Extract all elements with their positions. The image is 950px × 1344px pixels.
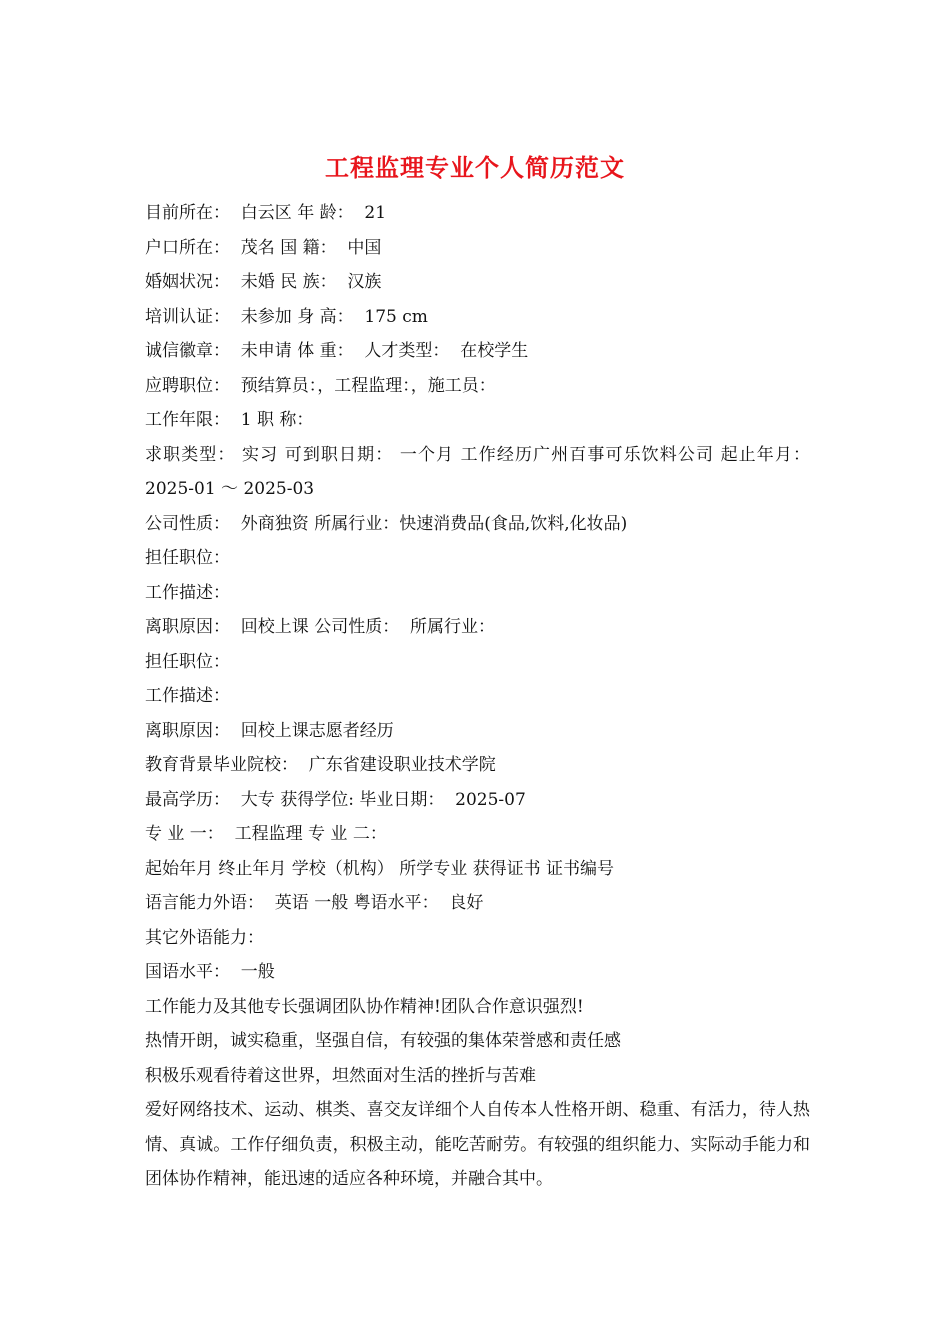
line-leave-reason-2: 离职原因： 回校上课志愿者经历 xyxy=(145,720,394,741)
line-applied-position: 应聘职位： 预结算员：，工程监理：，施工员： xyxy=(145,375,496,396)
line-current-location: 目前所在： 白云区 年 龄： 21 xyxy=(145,203,387,223)
line-hobbies-self-intro: 爱好网络技术、运动、棋类、喜交友详细个人自传本人性格开朗、稳重、有活力，待人热情、真诚。工作仔细负责，积极主动，能吃苦耐劳。有较强的组织能力、实际动手能力和团体协作精神，能迅速的适应各种环境，并融合其中。 xyxy=(145,1100,810,1189)
line-personality-1: 热情开朗，诚实稳重，坚强自信，有较强的集体荣誉感和责任感 xyxy=(145,1031,621,1051)
line-majors: 专 业 一： 工程监理 专 业 二： xyxy=(145,824,387,844)
line-education-table-header: 起始年月 终止年月 学校（机构） 所学专业 获得证书 证书编号 xyxy=(145,858,615,879)
line-position-held-2: 担任职位： xyxy=(145,651,230,672)
line-leave-reason: 离职原因： 回校上课 公司性质： 所属行业： xyxy=(145,617,496,637)
line-language-ability: 语言能力外语： 英语 一般 粤语水平： 良好 xyxy=(145,893,484,913)
document-title: 工程监理专业个人简历范文 xyxy=(325,153,625,182)
line-marital-status: 婚姻状况： 未婚 民 族： 汉族 xyxy=(145,272,382,292)
line-highest-degree: 最高学历： 大专 获得学位: 毕业日期： 2025-07 xyxy=(145,789,526,810)
line-household-registration: 户口所在： 茂名 国 籍： 中国 xyxy=(145,237,382,258)
document-body xyxy=(145,196,810,1197)
line-education-school: 教育背景毕业院校： 广东省建设职业技术学院 xyxy=(145,755,496,775)
line-position-held: 担任职位： xyxy=(145,548,230,568)
line-integrity-badge: 诚信徽章： 未申请 体 重： 人才类型： 在校学生 xyxy=(145,341,529,361)
line-company-nature: 公司性质： 外商独资 所属行业：快速消费品(食品,饮料,化妆品) xyxy=(145,513,628,534)
line-other-languages: 其它外语能力： xyxy=(145,927,264,948)
line-work-years: 工作年限： 1 职 称： xyxy=(145,410,314,430)
line-skills: 工作能力及其他专长强调团队协作精神!团队合作意识强烈! xyxy=(145,996,584,1017)
line-personality-2: 积极乐观看待着这世界，坦然面对生活的挫折与苦难 xyxy=(145,1065,536,1086)
line-job-description: 工作描述： xyxy=(145,582,230,603)
line-job-description-2: 工作描述： xyxy=(145,686,230,706)
line-job-type: 求职类型： 实习 可到职日期： 一个月 工作经历广州百事可乐饮料公司 起止年月：2025-01 ～ 2025-03 xyxy=(145,444,810,499)
line-mandarin-level: 国语水平： 一般 xyxy=(145,962,275,982)
line-training-certification: 培训认证： 未参加 身 高： 175 cm xyxy=(145,306,428,327)
